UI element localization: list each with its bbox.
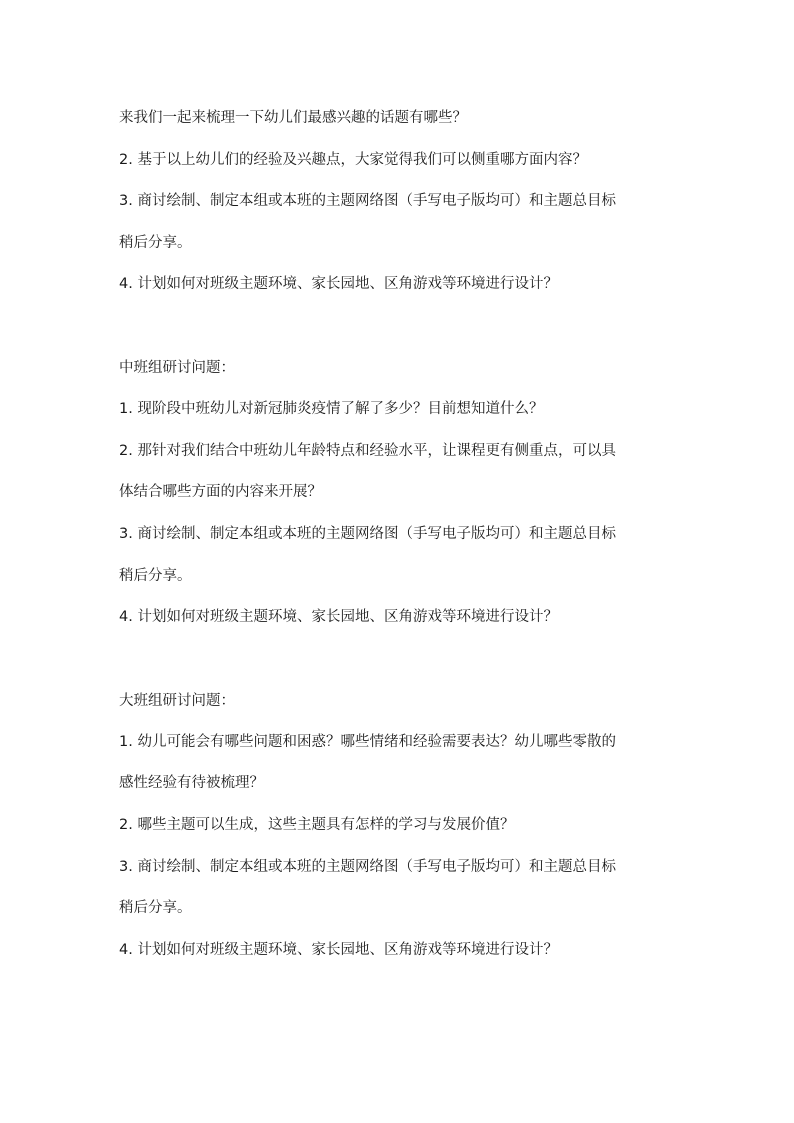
- middle-class-question-1: 1. 现阶段中班幼儿对新冠肺炎疫情了解了多少？目前想知道什么？: [119, 401, 544, 417]
- middle-class-heading: 中班组研讨问题：: [119, 360, 235, 376]
- paragraph-intro-line: 来我们一起来梳理一下幼儿们最感兴趣的话题有哪些？: [119, 110, 467, 126]
- large-class-question-1-cont: 感性经验有待被梳理？: [119, 775, 264, 791]
- large-class-heading: 大班组研讨问题：: [119, 693, 235, 709]
- small-class-question-4: 4. 计划如何对班级主题环境、家长园地、区角游戏等环境进行设计？: [119, 276, 558, 292]
- large-class-question-3-cont: 稍后分享。: [119, 900, 192, 916]
- middle-class-question-3-cont: 稍后分享。: [119, 568, 192, 584]
- large-class-question-4: 4. 计划如何对班级主题环境、家长园地、区角游戏等环境进行设计？: [119, 942, 558, 958]
- middle-class-question-2: 2. 那针对我们结合中班幼儿年龄特点和经验水平，让课程更有侧重点，可以具: [119, 443, 616, 459]
- small-class-question-3: 3. 商讨绘制、制定本组或本班的主题网络图（手写电子版均可）和主题总目标: [119, 193, 616, 209]
- large-class-question-2: 2. 哪些主题可以生成，这些主题具有怎样的学习与发展价值？: [119, 817, 515, 833]
- small-class-question-3-cont: 稍后分享。: [119, 235, 192, 251]
- middle-class-question-4: 4. 计划如何对班级主题环境、家长园地、区角游戏等环境进行设计？: [119, 609, 558, 625]
- small-class-question-2: 2. 基于以上幼儿们的经验及兴趣点，大家觉得我们可以侧重哪方面内容？: [119, 152, 587, 168]
- middle-class-question-3: 3. 商讨绘制、制定本组或本班的主题网络图（手写电子版均可）和主题总目标: [119, 526, 616, 542]
- middle-class-question-2-cont: 体结合哪些方面的内容来开展？: [119, 484, 322, 500]
- large-class-question-3: 3. 商讨绘制、制定本组或本班的主题网络图（手写电子版均可）和主题总目标: [119, 859, 616, 875]
- large-class-question-1: 1. 幼儿可能会有哪些问题和困惑？哪些情绪和经验需要表达？幼儿哪些零散的: [119, 734, 616, 750]
